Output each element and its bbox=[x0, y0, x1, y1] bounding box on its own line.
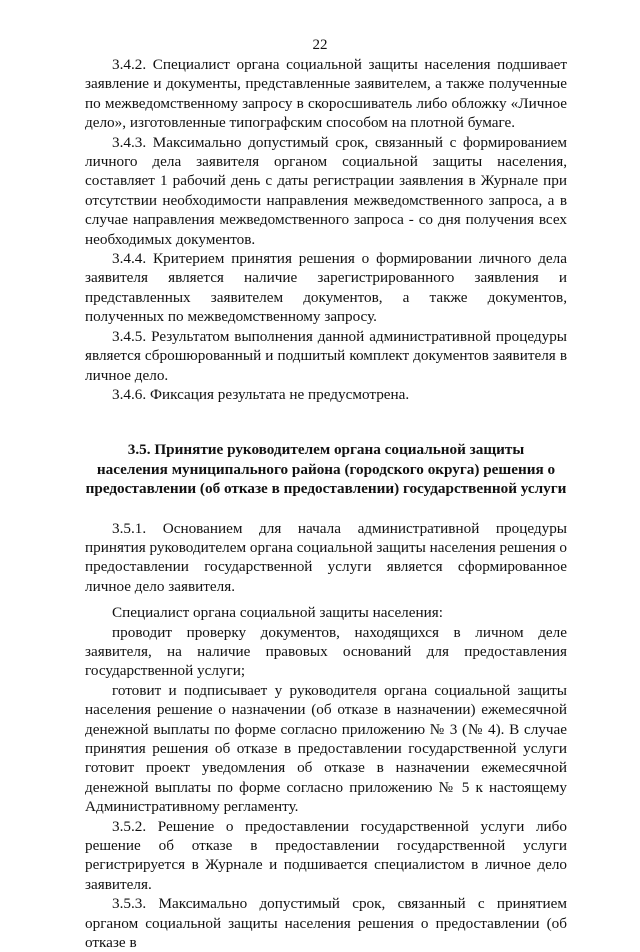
section-heading-line: 3.5. Принятие руководителем органа социальной защиты bbox=[127, 441, 525, 459]
section-heading-line: населения муниципального района (городского округа) решения о bbox=[96, 460, 556, 478]
paragraph-3-4-6: 3.4.6. Фиксация результата не предусмотрена. bbox=[112, 385, 410, 403]
section-heading-line: предоставлении (об отказе в предоставлении) государственной услуги bbox=[85, 480, 567, 498]
paragraph-3-4-2: 3.4.2. Специалист органа социальной защиты населения подшивает заявление и документы, представленные заявителем, а также полученные по межведомственному запросу в скоросшиватель либо обложку «Личное дело», изготовленные типографским способом на плотной бумаге. bbox=[85, 56, 567, 132]
paragraph-specialist-intro: Специалист органа социальной защиты населения: bbox=[112, 604, 443, 622]
paragraph-3-4-5: 3.4.5. Результатом выполнения данной административной процедуры является сброшюрованный и подшитый комплект документов заявителя в личное дело. bbox=[85, 327, 567, 384]
paragraph-3-5-2: 3.5.2. Решение о предоставлении государственной услуги либо решение об отказе в предоставлении государственной услуги регистрируется в Журнале и подшивается специалистом в личное дело заявителя. bbox=[85, 817, 567, 893]
paragraph-3-4-3: 3.4.3. Максимально допустимый срок, связанный с формированием личного дела заявителя органом социальной защиты населения, составляет 1 рабочий день с даты регистрации заявления в Журнале при отсутствии необходимости направления межведомственного запроса, а в случае направления межведомственного запроса - со дня получения всех необходимых документов. bbox=[85, 133, 567, 248]
section-heading-3-5 bbox=[85, 440, 567, 498]
paragraph-checks-documents: проводит проверку документов, находящихся в личном деле заявителя, на наличие правовых оснований для предоставления государственной услуги; bbox=[85, 623, 567, 680]
paragraph-prepares-decision: готовит и подписывает у руководителя органа социальной защиты населения решение о назначении (об отказе в назначении) ежемесячной денежной выплаты по форме согласно приложению № 3 (№ 4). В случае принятия решения об отказе в предоставлении государственной услуги готовит проект уведомления об отказе в назначении ежемесячной денежной выплаты по форме согласно приложению № 5 к настоящему Административному регламенту. bbox=[85, 681, 567, 816]
paragraph-3-4-4: 3.4.4. Критерием принятия решения о формировании личного дела заявителя является наличие зарегистрированного заявления и представленных заявителем документов, а также документов, полученных по межведомственному запросу. bbox=[85, 250, 567, 326]
spacer bbox=[85, 596, 567, 603]
paragraph-3-5-3: 3.5.3. Максимально допустимый срок, связанный с принятием органом социальной защиты населения решения о предоставлении (об отказе в bbox=[85, 895, 567, 952]
paragraph-3-5-1: 3.5.1. Основанием для начала административной процедуры принятия руководителем органа социальной защиты населения решения о предоставлении государственной услуги является сформированное личное дело заявителя. bbox=[85, 519, 567, 595]
document-body bbox=[85, 55, 567, 952]
page-number: 22 bbox=[312, 37, 328, 53]
